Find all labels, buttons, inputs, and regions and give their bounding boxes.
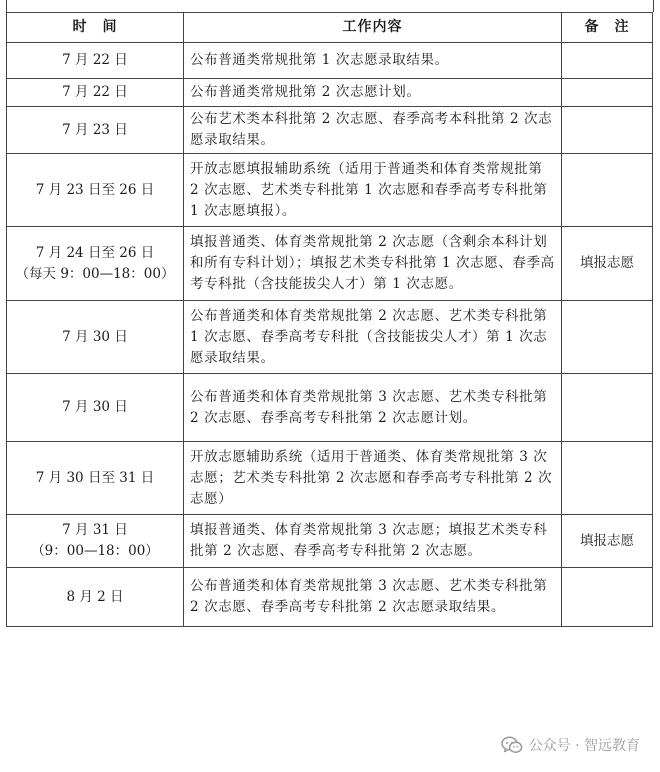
wechat-icon: [501, 736, 523, 754]
watermark-text: 公众号 · 智远教育: [528, 738, 640, 754]
row-content: 填报普通类、体育类常规批第 2 次志愿（含剩余本科计划和所有专科计划）；填报艺术类专科批第 1 次志愿、春季高考专科批（含技能拔尖人才）第 1 次志愿。: [184, 227, 562, 301]
row-time: 7 月 30 日至 31 日: [7, 442, 184, 515]
table-row: [7, 107, 653, 154]
row-note: [562, 374, 653, 442]
row-content: 公布普通类常规批第 1 次志愿录取结果。: [184, 43, 562, 79]
table-row: [7, 43, 653, 79]
header-time: 时 间: [7, 13, 184, 43]
row-time: 7 月 30 日: [7, 301, 184, 374]
row-note: [562, 568, 653, 627]
header-note: 备 注: [562, 13, 653, 43]
row-content: 开放志愿填报辅助系统（适用于普通类和体育类常规批第 2 次志愿、艺术类专科批第 1 次志愿和春季高考专科批第 1 次志愿填报）。: [184, 154, 562, 227]
header-content: 工作内容: [184, 13, 562, 43]
table-row: [7, 154, 653, 227]
table-header-row: [7, 13, 653, 43]
row-time: 7 月 22 日: [7, 79, 184, 107]
row-content: 填报普通类、体育类常规批第 3 次志愿；填报艺术类专科批第 2 次志愿、春季高考专科批第 2 次志愿。: [184, 515, 562, 568]
row-time: 8 月 2 日: [7, 568, 184, 627]
row-time: 7 月 30 日: [7, 374, 184, 442]
row-content: 公布普通类常规批第 2 次志愿计划。: [184, 79, 562, 107]
row-time: 7 月 23 日: [7, 107, 184, 154]
table-row: [7, 79, 653, 107]
row-note: 填报志愿: [562, 227, 653, 301]
wechat-watermark: [501, 735, 640, 755]
table-row: [7, 374, 653, 442]
row-note: [562, 107, 653, 154]
row-note: [562, 442, 653, 515]
row-note: 填报志愿: [562, 515, 653, 568]
row-time: 7 月 24 日至 26 日 （每天 9：00—18：00）: [7, 227, 184, 301]
row-note: [562, 43, 653, 79]
table-row: [7, 568, 653, 627]
row-note: [562, 79, 653, 107]
table-top-frame: [6, 0, 654, 12]
table-row: [7, 442, 653, 515]
row-content: 开放志愿辅助系统（适用于普通类、体育类常规批第 3 次志愿；艺术类专科批第 2 次志愿和春季高考专科批第 2 次志愿）: [184, 442, 562, 515]
row-content: 公布普通类和体育类常规批第 3 次志愿、艺术类专科批第 2 次志愿、春季高考专科批第 2 次志愿计划。: [184, 374, 562, 442]
row-content: 公布普通类和体育类常规批第 3 次志愿、艺术类专科批第 2 次志愿、春季高考专科批第 2 次志愿录取结果。: [184, 568, 562, 627]
row-note: [562, 154, 653, 227]
row-note: [562, 301, 653, 374]
table-row: [7, 515, 653, 568]
row-content: 公布艺术类本科批第 2 次志愿、春季高考本科批第 2 次志愿录取结果。: [184, 107, 562, 154]
table-row: [7, 227, 653, 301]
row-time: 7 月 22 日: [7, 43, 184, 79]
row-time: 7 月 31 日 （9：00—18：00）: [7, 515, 184, 568]
row-content: 公布普通类和体育类常规批第 2 次志愿、艺术类专科批第 1 次志愿、春季高考专科批（含技能拔尖人才）第 1 次志愿录取结果。: [184, 301, 562, 374]
table-row: [7, 301, 653, 374]
admission-schedule-table: [6, 12, 653, 627]
row-time: 7 月 23 日至 26 日: [7, 154, 184, 227]
